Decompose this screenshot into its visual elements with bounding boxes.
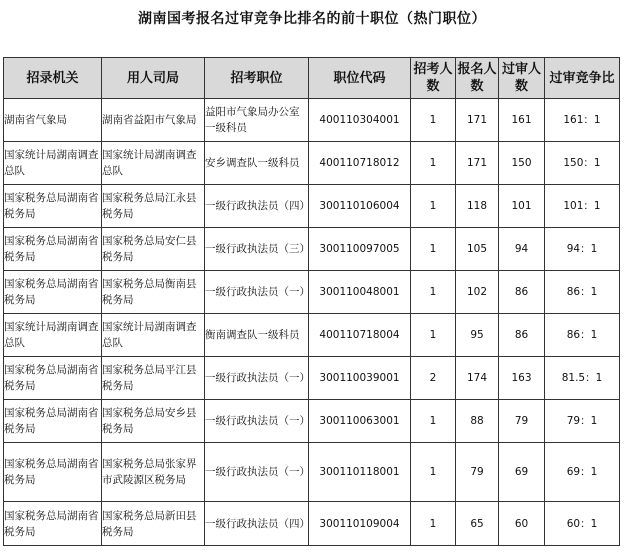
cell-code: 300110106004 xyxy=(309,185,411,228)
cell-approved: 60 xyxy=(499,502,545,546)
cell-department: 国家税务总局安仁县税务局 xyxy=(102,228,205,271)
cell-position: 安乡调查队一级科员 xyxy=(205,142,309,185)
cell-approved: 69 xyxy=(499,443,545,502)
page-title: 湖南国考报名过审竞争比排名的前十职位（热门职位） xyxy=(138,11,486,27)
cell-quota: 1 xyxy=(411,228,456,271)
table-row xyxy=(4,357,620,400)
cell-applicants: 95 xyxy=(456,314,499,357)
cell-approved: 150 xyxy=(499,142,545,185)
cell-position: 衡南调查队一级科员 xyxy=(205,314,309,357)
cell-agency: 国家税务总局湖南省税务局 xyxy=(4,228,102,271)
cell-quota: 1 xyxy=(411,502,456,546)
cell-department: 国家税务总局张家界市武陵源区税务局 xyxy=(102,443,205,502)
cell-quota: 1 xyxy=(411,271,456,314)
cell-department: 国家税务总局安乡县税务局 xyxy=(102,400,205,443)
cell-code: 300110109004 xyxy=(309,502,411,546)
cell-code: 300110048001 xyxy=(309,271,411,314)
header-quota: 招考人数 xyxy=(411,58,456,99)
cell-ratio: 79：1 xyxy=(545,400,620,443)
cell-department: 国家税务总局新田县税务局 xyxy=(102,502,205,546)
cell-ratio: 81.5：1 xyxy=(545,357,620,400)
cell-agency: 国家税务总局湖南省税务局 xyxy=(4,271,102,314)
cell-position: 一级行政执法员（一） xyxy=(205,400,309,443)
header-row xyxy=(4,58,620,99)
cell-quota: 1 xyxy=(411,443,456,502)
cell-position: 一级行政执法员（四） xyxy=(205,185,309,228)
cell-code: 400110718004 xyxy=(309,314,411,357)
cell-ratio: 161：1 xyxy=(545,99,620,142)
cell-applicants: 105 xyxy=(456,228,499,271)
cell-agency: 国家税务总局湖南省税务局 xyxy=(4,357,102,400)
ranking-table xyxy=(3,57,620,546)
cell-quota: 1 xyxy=(411,142,456,185)
header-department: 用人司局 xyxy=(102,58,205,99)
cell-quota: 2 xyxy=(411,357,456,400)
cell-ratio: 86：1 xyxy=(545,271,620,314)
cell-ratio: 69：1 xyxy=(545,443,620,502)
cell-department: 国家税务总局平江县税务局 xyxy=(102,357,205,400)
cell-department: 国家税务总局衡南县税务局 xyxy=(102,271,205,314)
cell-applicants: 174 xyxy=(456,357,499,400)
cell-approved: 163 xyxy=(499,357,545,400)
cell-department: 湖南省益阳市气象局 xyxy=(102,99,205,142)
cell-position: 益阳市气象局办公室一级科员 xyxy=(205,99,309,142)
cell-applicants: 102 xyxy=(456,271,499,314)
cell-agency: 国家统计局湖南调查总队 xyxy=(4,314,102,357)
header-applicants: 报名人数 xyxy=(456,58,499,99)
cell-ratio: 86：1 xyxy=(545,314,620,357)
cell-position: 一级行政执法员（一） xyxy=(205,357,309,400)
cell-ratio: 94：1 xyxy=(545,228,620,271)
header-approved: 过审人数 xyxy=(499,58,545,99)
cell-approved: 101 xyxy=(499,185,545,228)
cell-approved: 86 xyxy=(499,314,545,357)
table-row xyxy=(4,228,620,271)
cell-agency: 国家税务总局湖南省税务局 xyxy=(4,443,102,502)
cell-position: 一级行政执法员（一） xyxy=(205,443,309,502)
cell-approved: 86 xyxy=(499,271,545,314)
table-row xyxy=(4,99,620,142)
cell-applicants: 118 xyxy=(456,185,499,228)
cell-agency: 国家税务总局湖南省税务局 xyxy=(4,502,102,546)
cell-quota: 1 xyxy=(411,400,456,443)
cell-quota: 1 xyxy=(411,99,456,142)
table-row xyxy=(4,271,620,314)
cell-position: 一级行政执法员（一） xyxy=(205,271,309,314)
cell-position: 一级行政执法员（三） xyxy=(205,228,309,271)
cell-applicants: 171 xyxy=(456,142,499,185)
table-row xyxy=(4,142,620,185)
cell-code: 300110097005 xyxy=(309,228,411,271)
cell-code: 300110039001 xyxy=(309,357,411,400)
cell-quota: 1 xyxy=(411,185,456,228)
cell-department: 国家统计局湖南调查总队 xyxy=(102,314,205,357)
cell-agency: 国家税务总局湖南省税务局 xyxy=(4,185,102,228)
table-row xyxy=(4,443,620,502)
cell-applicants: 65 xyxy=(456,502,499,546)
cell-approved: 94 xyxy=(499,228,545,271)
cell-ratio: 60：1 xyxy=(545,502,620,546)
header-position: 招考职位 xyxy=(205,58,309,99)
header-code: 职位代码 xyxy=(309,58,411,99)
cell-agency: 湖南省气象局 xyxy=(4,99,102,142)
cell-applicants: 79 xyxy=(456,443,499,502)
header-ratio: 过审竞争比 xyxy=(545,58,620,99)
cell-ratio: 101：1 xyxy=(545,185,620,228)
table-row xyxy=(4,502,620,546)
cell-approved: 79 xyxy=(499,400,545,443)
cell-agency: 国家税务总局湖南省税务局 xyxy=(4,400,102,443)
cell-department: 国家税务总局江永县税务局 xyxy=(102,185,205,228)
table-row xyxy=(4,314,620,357)
cell-code: 400110304001 xyxy=(309,99,411,142)
cell-position: 一级行政执法员（四） xyxy=(205,502,309,546)
cell-code: 300110063001 xyxy=(309,400,411,443)
cell-quota: 1 xyxy=(411,314,456,357)
cell-ratio: 150：1 xyxy=(545,142,620,185)
cell-applicants: 171 xyxy=(456,99,499,142)
cell-approved: 161 xyxy=(499,99,545,142)
cell-department: 国家统计局湖南调查总队 xyxy=(102,142,205,185)
cell-code: 400110718012 xyxy=(309,142,411,185)
header-agency: 招录机关 xyxy=(4,58,102,99)
cell-code: 300110118001 xyxy=(309,443,411,502)
table-row xyxy=(4,185,620,228)
cell-agency: 国家统计局湖南调查总队 xyxy=(4,142,102,185)
table-row xyxy=(4,400,620,443)
cell-applicants: 88 xyxy=(456,400,499,443)
